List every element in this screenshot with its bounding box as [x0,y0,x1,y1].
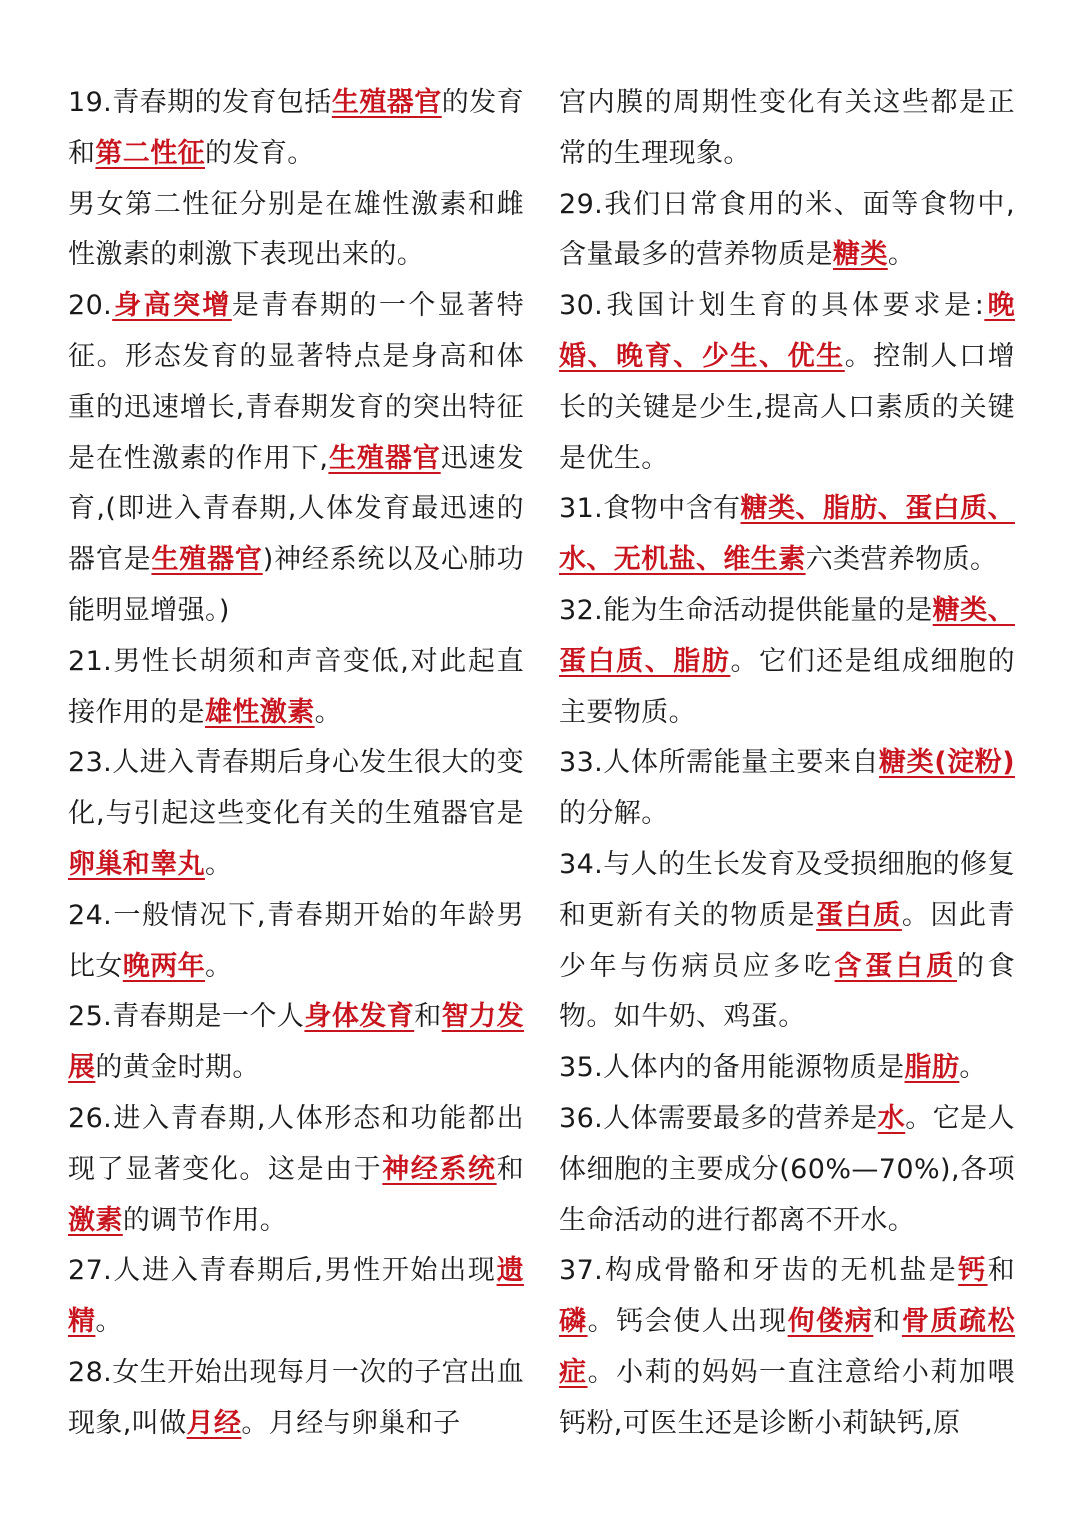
highlighted-answer: 水 [877,1102,906,1134]
paragraph [68,1246,524,1348]
highlighted-answer: 雄性激素 [205,696,315,728]
highlighted-answer: 卵巢和睾丸 [68,848,205,880]
text-segment: 。 [887,239,916,271]
highlighted-answer: 含蛋白质 [834,950,957,982]
highlighted-answer: 生殖器官 [328,442,441,474]
paragraph [559,78,1015,180]
paragraph [68,78,524,180]
highlighted-answer: 骨质疏松症 [559,1306,1015,1388]
text-segment: 30.我国计划生育的具体要求是: [559,290,985,322]
paragraph [559,586,1015,738]
text-segment: 25.青春期是一个人 [68,1001,305,1033]
text-segment: 。 [95,1306,123,1338]
text-segment: 29.我们日常食用的米、面等食物中,含量最多的营养物质是 [559,188,1015,271]
highlighted-answer: 钙 [958,1255,988,1287]
highlighted-answer: 身体发育 [304,1001,415,1033]
highlighted-answer: 激素 [68,1204,123,1236]
text-segment: 的发育和 [68,87,524,169]
text-segment: 和 [496,1153,524,1185]
highlighted-answer: 佝偻病 [787,1306,874,1338]
text-segment: 的食物。如牛奶、鸡蛋。 [559,950,1015,1033]
text-segment: 34.与人的生长发育及受损细胞的修复和更新有关的物质是 [559,848,1015,931]
text-segment: 26.进入青春期,人体形态和功能都出现了显著变化。这是由于 [68,1102,524,1185]
paragraph [559,1043,1015,1094]
text-segment: 28.女生开始出现每月一次的子宫出血现象,叫做 [68,1356,524,1439]
text-segment: 。钙会使人出现 [587,1306,788,1338]
text-segment: 23.人进入青春期后身心发生很大的变化,与引起这些变化有关的生殖器官是 [68,747,524,830]
highlighted-answer: 糖类(淀粉) [879,747,1015,779]
paragraph [68,891,524,993]
text-segment: 19.青春期的发育包括 [68,87,332,118]
text-segment: 。控制人口增长的关键是少生,提高人口素质的关键是优生。 [559,340,1015,474]
text-segment: 35.人体内的备用能源物质是 [559,1052,905,1084]
text-segment: 。它是人体细胞的主要成分(60%—70%),各项生命活动的进行都离不开水。 [559,1102,1016,1236]
paragraph [559,180,1015,282]
text-segment: 宫内膜的周期性变化有关这些都是正常的生理现象。 [559,87,1015,169]
text-segment: 的黄金时期。 [95,1052,260,1084]
text-segment: 21.男性长胡须和声音变低,对此起直接作用的是 [68,645,524,728]
right-column [559,78,1015,1450]
text-segment: 六类营养物质。 [805,544,998,576]
text-segment: 20. [68,290,113,322]
highlighted-answer: 月经 [186,1407,242,1439]
paragraph [68,180,524,282]
text-segment: 24.一般情况下,青春期开始的年龄男比女 [68,899,524,982]
text-segment: 。 [205,848,233,880]
text-segment: 。 [959,1052,987,1084]
paragraph [559,281,1015,484]
highlighted-answer: 蛋白质 [816,899,902,931]
highlighted-answer: 身高突增 [112,290,232,322]
paragraph [68,637,524,739]
paragraph [68,1094,524,1246]
highlighted-answer: 生殖器官 [331,87,442,118]
text-segment: 37.构成骨骼和牙齿的无机盐是 [559,1255,959,1287]
paragraph [68,281,524,637]
paragraph [559,1246,1015,1449]
highlighted-answer: 神经系统 [382,1153,497,1185]
highlighted-answer: 生殖器官 [151,544,263,576]
text-segment: 27.人进入青春期后,男性开始出现 [68,1255,497,1287]
text-segment: 36.人体需要最多的营养是 [559,1102,878,1134]
highlighted-answer: 晚两年 [122,950,206,982]
text-segment: 。小莉的妈妈一直注意给小莉加喂钙粉,可医生还是诊断小莉缺钙,原 [559,1356,1015,1439]
highlighted-answer: 磷 [559,1306,588,1338]
left-column [68,78,524,1450]
text-segment: 的分解。 [559,798,669,830]
text-segment: 和 [873,1306,902,1338]
highlighted-answer: 晚婚、晚育、少生、优生 [559,290,1015,372]
text-segment: 和 [414,1001,442,1033]
paragraph [559,738,1015,840]
paragraph [559,484,1015,586]
text-segment: 。月经与卵巢和子 [241,1407,461,1439]
paragraph [559,840,1015,1043]
text-segment: 。 [314,696,343,728]
text-segment: 的调节作用。 [122,1204,288,1236]
text-segment: 。 [205,950,233,982]
text-segment: 。因此青少年与伤病员应多吃 [559,899,1015,982]
text-segment: 迅速发育,(即进入青春期,人体发育最迅速的器官是 [68,442,524,576]
paragraph [559,1094,1015,1246]
highlighted-answer: 糖类、蛋白质、脂肪 [559,594,1015,677]
highlighted-answer: 智力发展 [68,1001,524,1084]
text-segment: 是青春期的一个显著特征。形态发育的显著特点是身高和体重的迅速增长,青春期发育的突出特征是在性激素的作用下, [68,290,525,474]
text-segment: 和 [987,1255,1015,1287]
highlighted-answer: 糖类、脂肪、蛋白质、水、无机盐、维生素 [559,493,1015,576]
paragraph [68,738,524,890]
text-segment: 男女第二性征分别是在雄性激素和雌性激素的刺激下表现出来的。 [68,188,524,271]
highlighted-answer: 糖类 [833,239,888,271]
text-segment: 32.能为生命活动提供能量的是 [559,594,933,626]
text-segment: 。它们还是组成细胞的主要物质。 [559,645,1015,728]
highlighted-answer: 第二性征 [95,137,206,169]
text-segment: )神经系统以及心肺功能明显增强。) [68,544,524,626]
highlighted-answer: 脂肪 [904,1052,960,1084]
paragraph [68,1348,524,1450]
text-segment: 31.食物中含有 [559,493,741,525]
highlighted-answer: 遗精 [68,1255,524,1338]
text-segment: 33.人体所需能量主要来自 [559,747,880,779]
text-segment: 的发育。 [205,137,315,169]
paragraph [68,992,524,1094]
